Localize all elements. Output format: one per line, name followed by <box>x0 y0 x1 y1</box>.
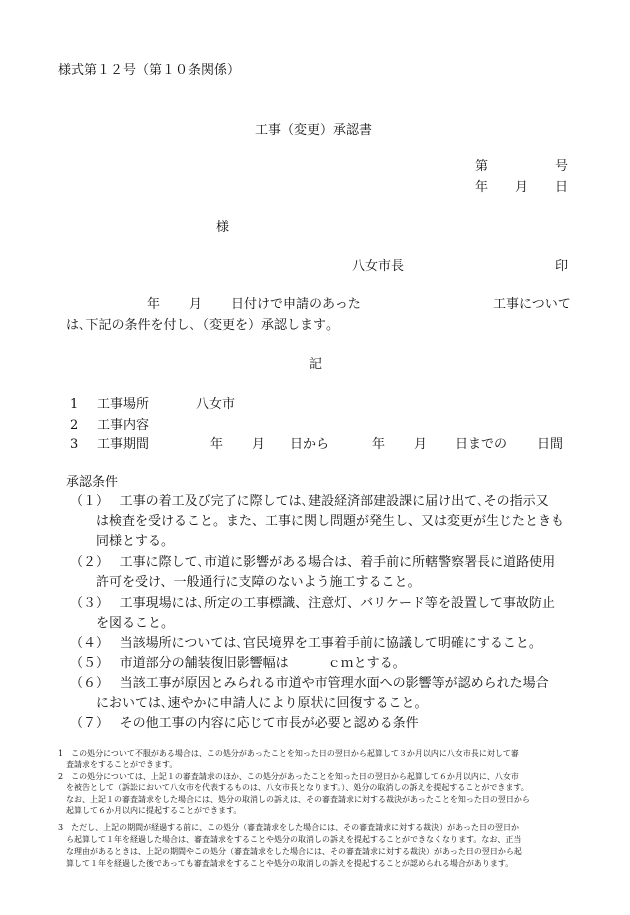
number-label: 第 <box>475 159 489 174</box>
date-day: 日 <box>555 180 569 195</box>
footnote-line: 算して１年を経過した後であっても審査請求をすることや処分の取消しの訴えを提起することが認められる場合があります。 <box>58 859 514 868</box>
condition-line: （５） 市道部分の舗装復旧影響幅は ｃｍとする。 <box>70 656 406 671</box>
document-title: 工事（変更）承認書 <box>255 123 373 138</box>
item-number: 1 <box>70 397 79 412</box>
footnote-line: ら起算して１年を経過した場合は、審査請求をすることや処分の取消しの訴えを提起することができなくなります。なお、正当 <box>58 835 522 844</box>
condition-line: を図ること。 <box>70 616 175 631</box>
date-month: 月 <box>515 180 529 195</box>
condition-line: （７） その他工事の内容に応じて市長が必要と認める条件 <box>70 716 419 731</box>
item-label-location: 工事場所 <box>97 397 150 412</box>
footnote-line: な理由があるときは、上記の期間やこの処分（審査請求をした場合には、その審査請求に対する裁決）があった日の翌日から起 <box>58 847 522 856</box>
footnote-line: を被告として（訴訟において八女市を代表するものは、八女市長となります。）、処分の取消しの訴えを提起することができます。 <box>58 783 529 792</box>
footnote-line: 査請求をすることができます。 <box>58 760 178 769</box>
item-value-location: 八女市 <box>196 397 236 412</box>
issuer-name: 八女市長 <box>352 259 405 274</box>
condition-line: （４） 当該場所については､官民境界を工事着手前に協議して明確にすること。 <box>70 636 542 651</box>
item-label-content: 工事内容 <box>97 418 150 433</box>
condition-line: は検査を受けること。また、工事に関し問題が発生し、又は変更が生じたときも <box>70 514 565 529</box>
condition-line: （１） 工事の着工及び完了に際しては､建設経済部建設課に届け出て､その指示又 <box>70 494 549 509</box>
period-from: 日から <box>290 437 330 452</box>
period-days: 日間 <box>537 437 564 452</box>
addressee-honorific: 様 <box>216 220 230 235</box>
number-suffix: 号 <box>555 159 569 174</box>
date-year: 年 <box>475 180 489 195</box>
ki-heading: 記 <box>309 357 323 372</box>
footnote-line: なお、上記１の審査請求をした場合には、処分の取消しの訴えは、その審査請求に対する裁決があったことを知った日の翌日から <box>58 795 530 804</box>
footnote-line: 起算して６か月以内に提起することができます。 <box>58 806 242 815</box>
period-month-end: 月 <box>414 437 428 452</box>
body-construction-about: 工事について <box>493 297 571 312</box>
period-year-start: 年 <box>210 437 224 452</box>
period-until: 日までの <box>455 437 508 452</box>
period-month-start: 月 <box>252 437 266 452</box>
item-number: 3 <box>70 437 79 452</box>
period-year-end: 年 <box>372 437 386 452</box>
condition-line: においては､速やかに申請人により原状に回復すること。 <box>70 696 428 711</box>
condition-line: （６） 当該工事が原因とみられる市道や市管理水面への影響等が認められた場合 <box>70 676 549 691</box>
footnote-line: 2 この処分については、上記１の審査請求のほか、この処分があったことを知った日の翌日から起算して６か月以内に、八女市 <box>58 772 519 781</box>
body-application-date: 日付けで申請のあった <box>231 297 361 312</box>
conditions-heading: 承認条件 <box>66 475 119 490</box>
item-label-period: 工事期間 <box>97 437 150 452</box>
footnote-line: 1 この処分について不服がある場合は、この処分があったことを知った日の翌日から起算して３か月以内に八女市長に対して審 <box>58 749 519 758</box>
body-year: 年 <box>147 297 161 312</box>
item-number: 2 <box>70 418 79 433</box>
condition-line: 許可を受け、一般通行に支障のないよう施工すること。 <box>70 575 421 590</box>
condition-line: 同様とする。 <box>70 534 175 549</box>
body-approval-text: は､下記の条件を付し､（変更を）承認します｡ <box>66 318 333 333</box>
body-month: 月 <box>189 297 203 312</box>
condition-line: （３） 工事現場には､所定の工事標識、注意灯、バリケード等を設置して事故防止 <box>70 596 555 611</box>
form-number: 様式第１２号（第１０条関係） <box>58 63 241 78</box>
footnote-line: 3 ただし、上記の期間が経過する前に、この処分（審査請求をした場合には、その審査請求に対する裁決）があった日の翌日か <box>58 823 520 832</box>
condition-line: （２） 工事に際して､市道に影響がある場合は、着手前に所轄警察署長に道路使用 <box>70 555 556 570</box>
seal-mark: 印 <box>555 259 569 274</box>
